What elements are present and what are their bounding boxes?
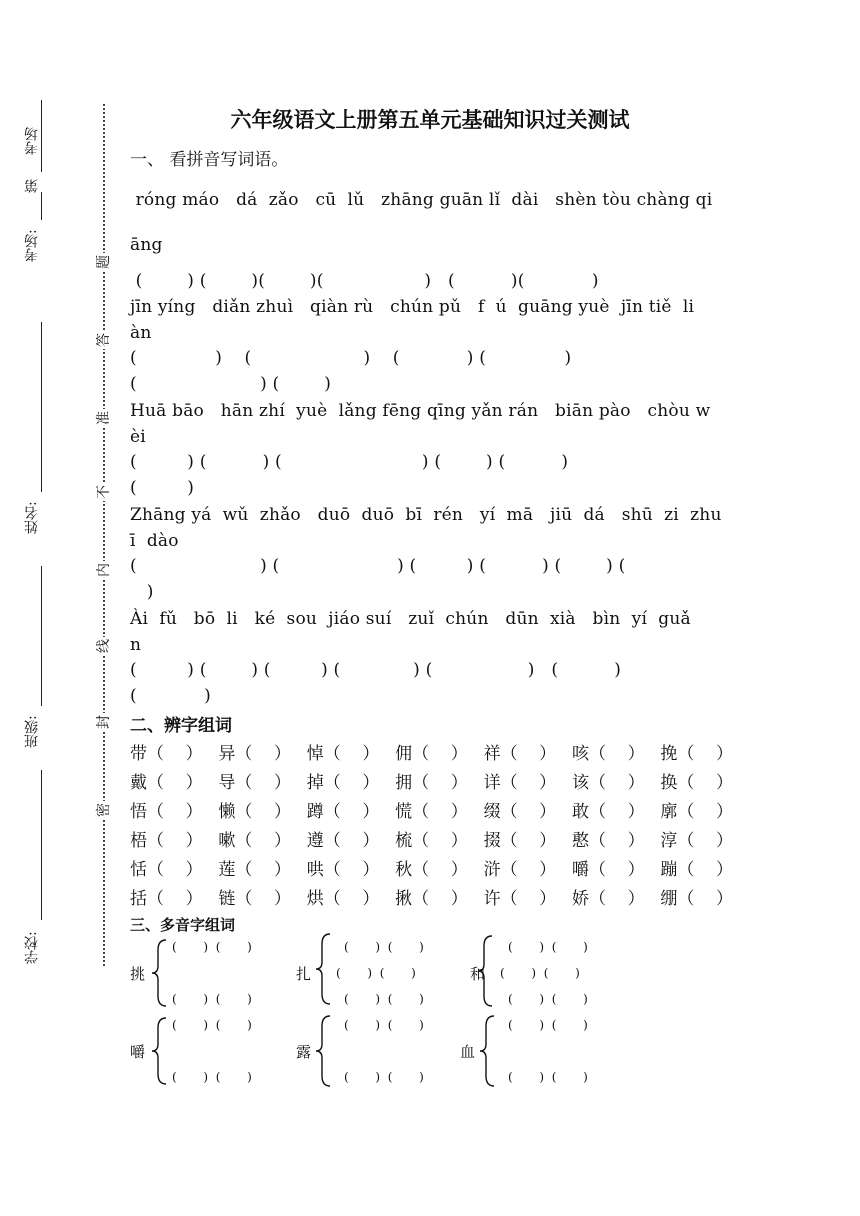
character-cell bbox=[218, 884, 291, 909]
answer-parens: ( ) ( ) bbox=[344, 1070, 424, 1084]
pinyin-line: āng bbox=[130, 235, 163, 255]
character-cell bbox=[660, 739, 733, 764]
character-cell bbox=[660, 884, 733, 909]
character: 秋 bbox=[395, 860, 413, 880]
character-cell bbox=[572, 855, 645, 880]
answer-blank: （ ） bbox=[588, 773, 645, 793]
answer-blank: （ ） bbox=[147, 773, 203, 793]
section2-heading: 二、辨字组词 bbox=[130, 716, 232, 736]
answer-parens: ( ) ( ) bbox=[508, 940, 588, 954]
character-cell bbox=[307, 768, 380, 793]
answer-line: ( ) ( ) ( ) ( ) ( ) ( bbox=[130, 556, 626, 576]
brace-icon bbox=[314, 1014, 334, 1088]
character-cell bbox=[395, 855, 468, 880]
character: 梧 bbox=[130, 831, 147, 851]
character: 娇 bbox=[571, 889, 589, 909]
answer-blank: （ ） bbox=[412, 802, 468, 822]
polyphone-char: 露 bbox=[296, 1043, 312, 1061]
answer-parens: ( ) ( ) bbox=[172, 940, 252, 954]
answer-blank: （ ） bbox=[500, 802, 557, 822]
answer-blank: （ ） bbox=[412, 773, 468, 793]
character: 缀 bbox=[483, 802, 501, 822]
polyphone-char: 扎 bbox=[296, 965, 312, 983]
answer-blank: （ ） bbox=[412, 744, 468, 764]
answer-blank: （ ） bbox=[677, 831, 733, 851]
character: 浒 bbox=[483, 860, 501, 880]
character-cell bbox=[572, 739, 645, 764]
character-cell bbox=[218, 739, 291, 764]
character-cell bbox=[572, 797, 645, 822]
character-cell bbox=[572, 826, 645, 851]
seal-char: 封 bbox=[93, 713, 113, 731]
character-cell bbox=[484, 797, 557, 822]
character-cell bbox=[130, 826, 203, 851]
character-row bbox=[130, 826, 733, 851]
character-cell bbox=[307, 884, 380, 909]
character-cell bbox=[130, 884, 203, 909]
brace-icon bbox=[478, 1014, 498, 1088]
character-cell bbox=[484, 739, 557, 764]
answer-parens: ( ) ( ) bbox=[508, 1018, 588, 1032]
answer-blank: （ ） bbox=[323, 802, 380, 822]
answer-blank: （ ） bbox=[235, 773, 292, 793]
margin-label-class: 班级: bbox=[24, 715, 40, 749]
character: 遵 bbox=[306, 831, 324, 851]
character-cell bbox=[218, 855, 291, 880]
answer-blank: （ ） bbox=[147, 744, 203, 764]
pinyin-line: Zhāng yá wǔ zhǎo duō duō bī rén yí mā jiū dá shū zi zhu bbox=[130, 505, 722, 525]
seal-char: 线 bbox=[93, 637, 113, 655]
answer-parens: ( ) ( ) bbox=[500, 966, 580, 980]
answer-blank: （ ） bbox=[147, 831, 203, 851]
answer-line: ( ) ( ) ( ) ( ) ( ) bbox=[130, 452, 569, 472]
character-cell bbox=[395, 768, 468, 793]
character-cell bbox=[484, 855, 557, 880]
answer-blank: （ ） bbox=[677, 773, 733, 793]
answer-parens: ( ) ( ) bbox=[336, 966, 416, 980]
character-cell bbox=[307, 855, 380, 880]
answer-parens: ( ) ( ) bbox=[508, 992, 588, 1006]
character-cell bbox=[484, 884, 557, 909]
character-cell bbox=[660, 768, 733, 793]
character-cell bbox=[484, 768, 557, 793]
character-cell bbox=[218, 826, 291, 851]
character: 蹲 bbox=[306, 802, 324, 822]
character: 蹦 bbox=[660, 860, 678, 880]
character-cell bbox=[218, 768, 291, 793]
character: 悼 bbox=[306, 744, 324, 764]
margin-line bbox=[41, 770, 42, 920]
polyphone-char: 挑 bbox=[130, 965, 146, 983]
answer-parens: ( ) ( ) bbox=[344, 992, 424, 1006]
character: 懒 bbox=[218, 802, 236, 822]
answer-blank: （ ） bbox=[500, 831, 557, 851]
answer-blank: （ ） bbox=[323, 831, 380, 851]
answer-line: ) bbox=[130, 582, 154, 602]
polyphone-char: 血 bbox=[460, 1043, 476, 1061]
margin-label-name: 姓名: bbox=[24, 501, 40, 535]
answer-parens: ( ) ( ) bbox=[344, 1018, 424, 1032]
answer-line: ( ) ( )( )( ) ( )( ) bbox=[130, 271, 599, 291]
answer-line: ( ) bbox=[130, 686, 211, 706]
answer-blank: （ ） bbox=[412, 831, 468, 851]
answer-blank: （ ） bbox=[677, 744, 733, 764]
answer-blank: （ ） bbox=[147, 802, 203, 822]
seal-char: 不 bbox=[93, 483, 113, 501]
answer-parens: ( ) ( ) bbox=[172, 1070, 252, 1084]
character: 慌 bbox=[395, 802, 413, 822]
character-row bbox=[130, 797, 733, 822]
brace-icon bbox=[150, 1016, 170, 1086]
answer-blank: （ ） bbox=[147, 889, 203, 909]
character: 带 bbox=[130, 744, 147, 764]
pinyin-line: èi bbox=[130, 427, 146, 447]
character-cell bbox=[218, 797, 291, 822]
answer-line: ( ) ( ) bbox=[130, 374, 332, 394]
character: 悟 bbox=[130, 802, 147, 822]
character: 梳 bbox=[395, 831, 413, 851]
character-cell bbox=[572, 768, 645, 793]
margin-line bbox=[41, 192, 42, 220]
answer-line: ( ) ( ) ( ) ( ) bbox=[130, 348, 572, 368]
answer-blank: （ ） bbox=[677, 860, 733, 880]
character: 哄 bbox=[306, 860, 324, 880]
character-cell bbox=[660, 855, 733, 880]
brace-icon bbox=[314, 932, 334, 1006]
pinyin-line: jīn yíng diǎn zhuì qiàn rù chún pǔ f ú guāng yuè jīn tiě li bbox=[130, 297, 695, 317]
character: 揪 bbox=[395, 889, 413, 909]
character-cell bbox=[395, 797, 468, 822]
answer-blank: （ ） bbox=[500, 889, 557, 909]
seal-char: 题 bbox=[93, 253, 113, 271]
character: 链 bbox=[218, 889, 236, 909]
character: 敢 bbox=[571, 802, 589, 822]
character: 拥 bbox=[395, 773, 413, 793]
seal-dotted-line bbox=[103, 104, 105, 966]
character: 廓 bbox=[660, 802, 678, 822]
answer-blank: （ ） bbox=[500, 773, 557, 793]
pinyin-line: Huā bāo hān zhí yuè lǎng fēng qīng yǎn rán biān pào chòu w bbox=[130, 401, 711, 421]
section1-heading: 一、 看拼音写词语。 bbox=[130, 150, 289, 170]
character: 莲 bbox=[218, 860, 236, 880]
character: 该 bbox=[571, 773, 589, 793]
character: 详 bbox=[483, 773, 501, 793]
character: 淳 bbox=[660, 831, 678, 851]
character: 咳 bbox=[571, 744, 589, 764]
character-cell bbox=[395, 884, 468, 909]
answer-blank: （ ） bbox=[588, 744, 645, 764]
answer-blank: （ ） bbox=[323, 889, 380, 909]
character: 嚼 bbox=[571, 860, 589, 880]
brace-icon bbox=[476, 934, 496, 1008]
answer-blank: （ ） bbox=[588, 802, 645, 822]
polyphone-char: 嚼 bbox=[130, 1043, 146, 1061]
character: 许 bbox=[483, 889, 501, 909]
character: 嗽 bbox=[218, 831, 236, 851]
character-cell bbox=[572, 884, 645, 909]
answer-line: ( ) bbox=[130, 478, 195, 498]
answer-blank: （ ） bbox=[588, 831, 645, 851]
character: 憨 bbox=[571, 831, 589, 851]
character-cell bbox=[130, 797, 203, 822]
character: 括 bbox=[130, 889, 147, 909]
answer-blank: （ ） bbox=[500, 860, 557, 880]
character: 烘 bbox=[306, 889, 324, 909]
answer-blank: （ ） bbox=[677, 802, 733, 822]
character: 异 bbox=[218, 744, 236, 764]
margin-line bbox=[41, 322, 42, 492]
character-cell bbox=[130, 855, 203, 880]
character-row bbox=[130, 739, 733, 764]
margin-label-exam-room: 考场 bbox=[24, 127, 40, 155]
answer-blank: （ ） bbox=[323, 773, 380, 793]
answer-parens: ( ) ( ) bbox=[172, 1018, 252, 1032]
margin-label-number: 第 bbox=[24, 179, 40, 193]
character-cell bbox=[130, 768, 203, 793]
pinyin-line: n bbox=[130, 635, 142, 655]
margin-label-exam-room-2: 考场: bbox=[24, 229, 40, 263]
answer-blank: （ ） bbox=[235, 802, 292, 822]
margin-line bbox=[41, 100, 42, 172]
character-row bbox=[130, 855, 733, 880]
answer-blank: （ ） bbox=[147, 860, 203, 880]
character-cell bbox=[307, 797, 380, 822]
seal-char: 密 bbox=[93, 801, 113, 819]
character-row bbox=[130, 768, 733, 793]
polyphone-char: 和 bbox=[470, 965, 486, 983]
character: 戴 bbox=[130, 773, 147, 793]
answer-blank: （ ） bbox=[588, 860, 645, 880]
character: 佣 bbox=[395, 744, 413, 764]
answer-parens: ( ) ( ) bbox=[172, 992, 252, 1006]
character-cell bbox=[484, 826, 557, 851]
answer-blank: （ ） bbox=[412, 889, 468, 909]
answer-blank: （ ） bbox=[235, 744, 292, 764]
seal-char: 答 bbox=[93, 331, 113, 349]
margin-line bbox=[41, 566, 42, 706]
pinyin-line: ī dào bbox=[130, 531, 179, 551]
character-cell bbox=[307, 826, 380, 851]
character-cell bbox=[660, 826, 733, 851]
answer-blank: （ ） bbox=[235, 889, 292, 909]
answer-blank: （ ） bbox=[323, 744, 380, 764]
character-cell bbox=[130, 739, 203, 764]
answer-blank: （ ） bbox=[235, 860, 292, 880]
character: 挽 bbox=[660, 744, 678, 764]
section3-heading: 三、多音字组词 bbox=[130, 916, 236, 934]
character: 换 bbox=[660, 773, 678, 793]
character: 绷 bbox=[660, 889, 678, 909]
character-cell bbox=[660, 797, 733, 822]
character: 掉 bbox=[306, 773, 324, 793]
character-cell bbox=[395, 739, 468, 764]
page-title: 六年级语文上册第五单元基础知识过关测试 bbox=[230, 108, 630, 132]
character: 掇 bbox=[483, 831, 501, 851]
seal-char: 内 bbox=[93, 561, 113, 579]
answer-parens: ( ) ( ) bbox=[344, 940, 424, 954]
character: 祥 bbox=[483, 744, 501, 764]
answer-blank: （ ） bbox=[677, 889, 733, 909]
character-cell bbox=[395, 826, 468, 851]
character-cell bbox=[307, 739, 380, 764]
character: 导 bbox=[218, 773, 236, 793]
pinyin-line: àn bbox=[130, 323, 152, 343]
answer-blank: （ ） bbox=[323, 860, 380, 880]
answer-parens: ( ) ( ) bbox=[508, 1070, 588, 1084]
brace-icon bbox=[150, 938, 170, 1008]
character: 恬 bbox=[130, 860, 147, 880]
answer-blank: （ ） bbox=[500, 744, 557, 764]
character-row bbox=[130, 884, 733, 909]
margin-label-school: 学校: bbox=[24, 931, 40, 965]
answer-blank: （ ） bbox=[235, 831, 292, 851]
pinyin-line: róng máo dá zǎo cū lǔ zhāng guān lǐ dài shèn tòu chàng qi bbox=[130, 190, 713, 210]
seal-char: 准 bbox=[93, 409, 113, 427]
pinyin-line: Ài fǔ bō li ké sou jiáo suí zuǐ chún dūn xià bìn yí guǎ bbox=[130, 609, 691, 629]
answer-line: ( ) ( ) ( ) ( ) ( ) ( ) bbox=[130, 660, 622, 680]
answer-blank: （ ） bbox=[588, 889, 645, 909]
answer-blank: （ ） bbox=[412, 860, 468, 880]
